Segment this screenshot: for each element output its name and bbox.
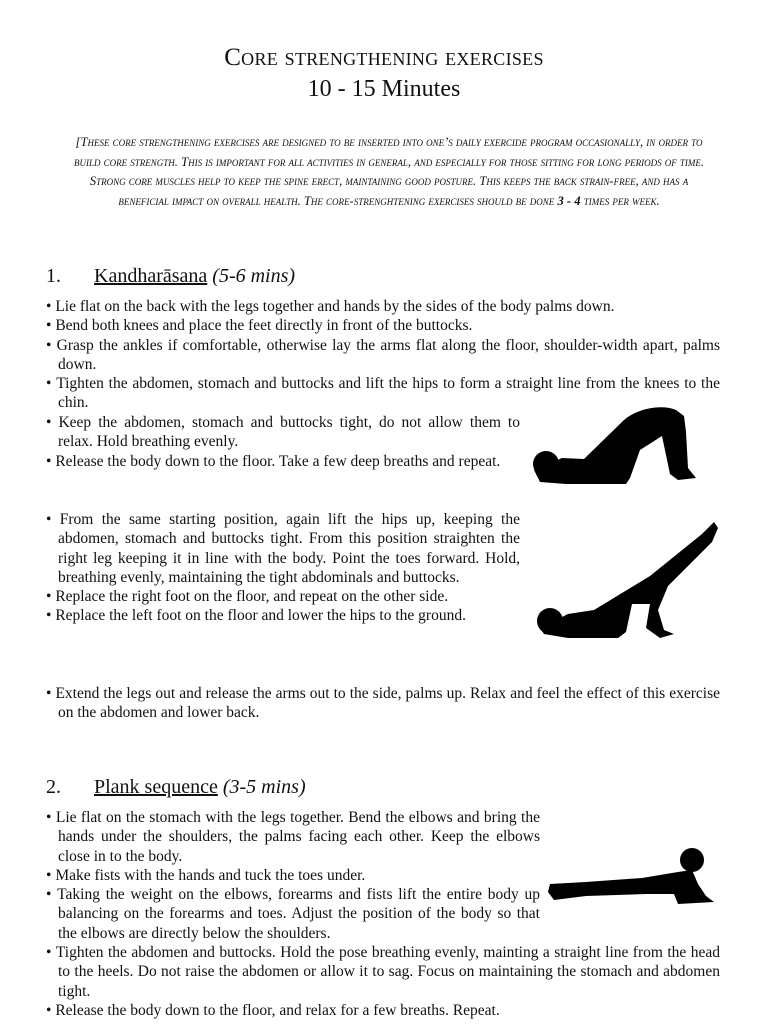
list-item: • Bend both knees and place the feet directly in front of the buttocks. [46,316,720,335]
list-item: • Replace the right foot on the floor, and repeat on the other side. [46,587,520,606]
section-1-steps-d [46,684,720,723]
page-title: Core strengthening exercises [224,44,544,71]
section-1-number: 1. [46,265,61,287]
list-item: • Lie flat on the back with the legs together and hands by the sides of the body palms down. [46,297,720,316]
section-1-duration: (5-6 mins) [212,265,296,287]
list-item: • Lie flat on the stomach with the legs together. Bend the elbows and bring the hands under the shoulders, the palms facing each other. Keep the elbows close in to the body. [46,808,720,866]
section-1-steps-a [46,297,720,413]
section-1-heading [46,265,295,288]
section-2-heading [46,776,306,799]
list-item: • Make fists with the hands and tuck the toes under. [46,866,720,885]
page-subtitle: 10 - 15 Minutes [307,76,461,102]
intro-frequency: 3 - 4 [557,193,581,208]
section-1-name: Kandharāsana [94,265,208,287]
section-2-number: 2. [46,776,61,798]
forearm-plank-silhouette-icon [546,844,716,908]
list-item: • Release the body down to the floor. Take a few deep breaths and repeat. [46,452,520,471]
list-item: • Release the body down to the floor, and relax for a few breaths. Repeat. [46,1001,720,1020]
section-2-steps [46,808,720,1020]
section-2-name: Plank sequence [94,776,218,798]
bridge-pose-silhouette-icon [526,404,700,488]
one-leg-bridge-silhouette-icon [532,520,722,642]
list-item: • Grasp the ankles if comfortable, otherwise lay the arms flat along the floor, shoulder-width apart, palms down. [46,336,720,375]
list-item: • From the same starting position, again lift the hips up, keeping the abdomen, stomach and buttocks tight. From this position straighten the right leg keeping it in line with the body. Point the toes forward. Hold, breathing evenly, maintaining the tight abdominals and buttocks. [46,510,520,587]
section-1-steps-b [46,413,520,471]
list-item: • Keep the abdomen, stomach and buttocks tight, do not allow them to relax. Hold breathing evenly. [46,413,520,452]
section-1-steps-c [46,510,520,626]
list-item: • Extend the legs out and release the arms out to the side, palms up. Relax and feel the effect of this exercise on the abdomen and lower back. [46,684,720,723]
list-item: • Replace the left foot on the floor and lower the hips to the ground. [46,606,520,625]
list-item: • Tighten the abdomen, stomach and buttocks and lift the hips to form a straight line from the knees to the chin. [46,374,720,413]
intro-tail: times per week. [580,193,660,208]
intro-lead: [These core strengthening exercises are designed to be inserted into one’s daily exercide program occasionally, in order to build core strength. This is important for all activities in general, and especially for those sitting for long periods of time. Strong core muscles help to keep the spine erect, maintaining good posture. This keeps the back strain-free, and has a beneficial impact on overall health. The core-strenghtening exercises should be done [73,135,705,208]
section-2-duration: (3-5 mins) [222,776,306,798]
list-item: • Tighten the abdomen and buttocks. Hold the pose breathing evenly, mainting a straight line from the head to the heels. Do not raise the abdomen or allow it to sag. Focus on maintaining the stomach and abdomen tight. [46,943,720,1001]
list-item: • Taking the weight on the elbows, forearms and fists lift the entire body up balancing on the forearms and toes. Adjust the position of the body so that the elbows are directly below the shoulders. [46,885,720,943]
intro-paragraph [64,133,714,211]
